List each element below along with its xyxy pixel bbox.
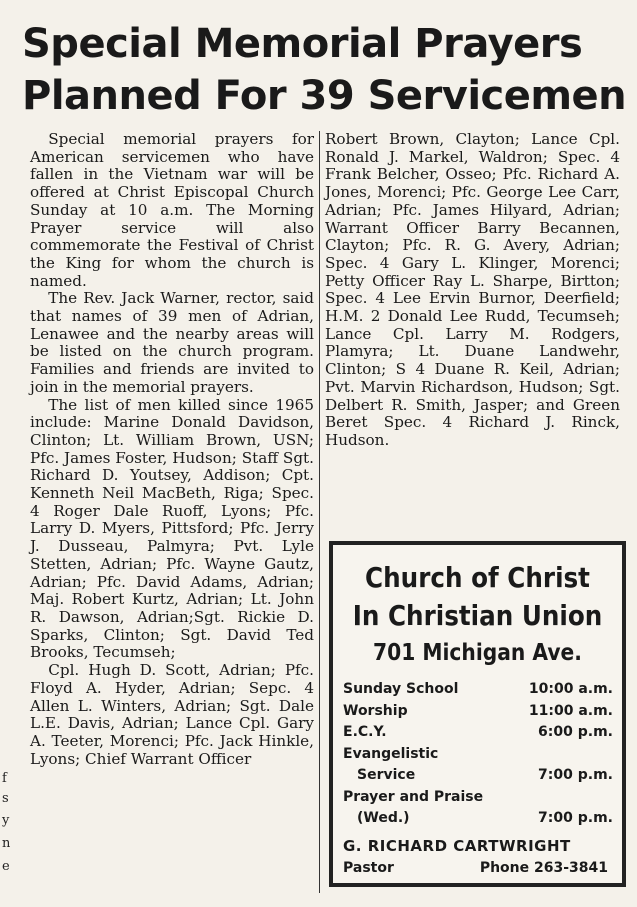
ad-title-line-1: Church of Christ bbox=[365, 561, 590, 594]
service-schedule bbox=[343, 679, 613, 830]
service-name: E.C.Y. bbox=[343, 724, 387, 740]
service-name: Worship bbox=[343, 702, 408, 719]
article-paragraph-3: The list of men killed since 1965 include: Marine Donald Davidson, Clinton; Lt. William Brown, USN; Pfc. James Foster, Hudson; Staff Sgt. Richard D. Youtsey, Addison; Cpt. Kenneth Neil MacBeth, Riga; Spec. 4 Roger Dale Ruoff, Lyons; Pfc. Larry D. Myers, Pittsford; Pfc. Jerry J. Dusseau, Palmyra; Pvt. Lyle Stetten, Adrian; Pfc. Wayne Gautz, Adrian; Pfc. David Adams, Adrian; Maj. Robert Kurtz, Adrian; Lt. John R. Dawson, Adrian;Sgt. Rickie D. Sparks, Clinton; Sgt. David Ted Brooks, Tecumseh; bbox=[30, 395, 314, 662]
service-time: 6:00 p.m. bbox=[538, 724, 613, 740]
service-name: Prayer and Praise bbox=[343, 788, 484, 805]
service-time: 7:00 p.m. bbox=[538, 767, 613, 783]
service-name: (Wed.) bbox=[357, 810, 410, 826]
service-row bbox=[343, 765, 613, 787]
church-advertisement bbox=[329, 541, 626, 887]
column-divider bbox=[319, 131, 320, 893]
service-name: Sunday School bbox=[343, 681, 459, 697]
service-time: 11:00 a.m. bbox=[528, 702, 613, 719]
edge-fragment: n bbox=[2, 836, 11, 851]
headline-line-2: Planned For 39 Servicemen bbox=[22, 73, 627, 119]
service-name: Service bbox=[357, 767, 416, 783]
article-paragraph-1: Special memorial prayers for American servicemen who have fallen in the Vietnam war will be offered at Christ Episcopal Church Sunday at 10 a.m. The Morning Prayer service will also commemorate the Festival of Christ the King for whom the church is named. bbox=[30, 130, 314, 290]
edge-fragment: e bbox=[2, 859, 10, 874]
service-time: 10:00 a.m. bbox=[528, 681, 613, 697]
article-paragraph-2: The Rev. Jack Warner, rector, said that names of 39 men of Adrian, Lenawee and the nearby areas will be listed on the church program. Families and friends are invited to join in the memorial prayers. bbox=[30, 289, 314, 396]
headline-line-1: Special Memorial Prayers bbox=[22, 21, 583, 67]
edge-fragment: s bbox=[2, 791, 9, 806]
edge-fragment: y bbox=[2, 813, 10, 828]
edge-fragment: f bbox=[2, 771, 7, 786]
ad-address: 701 Michigan Ave. bbox=[373, 640, 582, 666]
pastor-title: Pastor bbox=[343, 859, 394, 876]
service-row bbox=[343, 808, 613, 830]
headline bbox=[22, 18, 627, 122]
article-paragraph-4-start: Cpl. Hugh D. Scott, Adrian; Pfc. Floyd A. Hyder, Adrian; Sepc. 4 Allen L. Winters, Adrian; Sgt. Dale L.E. Davis, Adrian; Lance Cpl. Gary A. Teeter, Morenci; Pfc. Jack Hinkle, Lyons; Chief Warrant Officer bbox=[30, 661, 314, 768]
pastor-name: G. RICHARD CARTWRIGHT bbox=[343, 836, 571, 855]
ad-title-line-2: In Christian Union bbox=[352, 599, 603, 632]
article-column-right bbox=[325, 131, 620, 450]
article-column-left bbox=[30, 131, 314, 768]
service-row bbox=[343, 744, 613, 766]
service-row bbox=[343, 679, 613, 701]
article-paragraph-4-continued: Robert Brown, Clayton; Lance Cpl. Ronald J. Markel, Waldron; Spec. 4 Frank Belcher, Osseo; Pfc. Richard A. Jones, Morenci; Pfc. George Lee Carr, Adrian; Pfc. James Hilyard, Adrian; Warrant Officer Barry Becannen, Clayton; Pfc. R. G. Avery, Adrian; Spec. 4 Gary L. Klinger, Morenci; Petty Officer Ray L. Sharpe, Birtton; Spec. 4 Lee Ervin Burnor, Deerfield; H.M. 2 Donald Lee Rudd, Tecumseh; Lance Cpl. Larry M. Rodgers, Plamyra; Lt. Duane Landwehr, Clinton; S 4 Duane R. Keil, Adrian; Pvt. Marvin Richardson, Hudson; Sgt. Delbert R. Smith, Jasper; and Green Beret Spec. 4 Richard J. Rinck, Hudson. bbox=[325, 130, 620, 449]
service-row bbox=[343, 787, 613, 809]
service-time: 7:00 p.m. bbox=[538, 810, 613, 826]
service-row bbox=[343, 701, 613, 723]
phone-number: Phone 263-3841 bbox=[479, 859, 608, 876]
pastor-contact bbox=[343, 858, 608, 878]
service-row bbox=[343, 722, 613, 744]
service-name: Evangelistic bbox=[343, 745, 439, 762]
